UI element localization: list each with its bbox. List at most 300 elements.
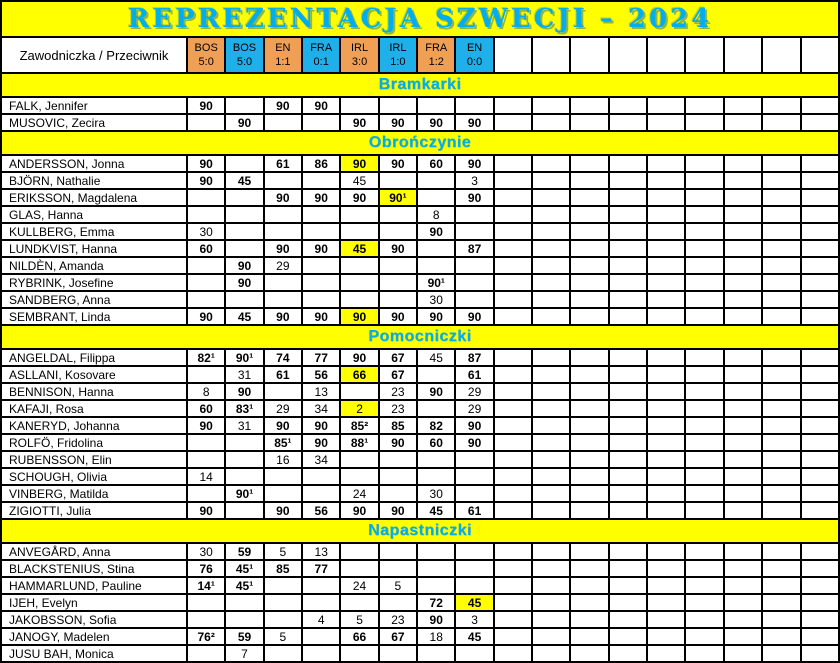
minutes-cell: 13 bbox=[302, 543, 340, 560]
player-name: JAKOBSSON, Sofia bbox=[1, 611, 187, 628]
empty-cell bbox=[302, 274, 340, 291]
empty-cell bbox=[455, 451, 493, 468]
empty-cell bbox=[379, 257, 417, 274]
minutes-cell: 90 bbox=[264, 189, 302, 206]
empty-cell bbox=[379, 172, 417, 189]
empty-cell bbox=[494, 97, 532, 114]
empty-cell bbox=[801, 560, 840, 577]
empty-cell bbox=[609, 485, 647, 502]
empty-cell bbox=[379, 206, 417, 223]
match-header-1-bos bbox=[187, 37, 225, 73]
empty-cell bbox=[570, 543, 608, 560]
empty-cell bbox=[801, 223, 840, 240]
minutes-cell: 90 bbox=[264, 502, 302, 519]
player-row bbox=[1, 349, 839, 366]
empty-cell bbox=[685, 114, 723, 131]
empty-cell bbox=[532, 468, 570, 485]
empty-cell bbox=[532, 434, 570, 451]
minutes-cell: 90 bbox=[302, 240, 340, 257]
empty-cell bbox=[302, 172, 340, 189]
empty-cell bbox=[609, 291, 647, 308]
minutes-cell: 5 bbox=[264, 628, 302, 645]
player-row bbox=[1, 451, 839, 468]
minutes-cell: 90 bbox=[455, 114, 493, 131]
empty-cell bbox=[801, 257, 840, 274]
empty-cell bbox=[647, 308, 685, 325]
empty-cell bbox=[647, 485, 685, 502]
minutes-cell: 82¹ bbox=[187, 349, 225, 366]
minutes-cell: 66 bbox=[340, 628, 378, 645]
minutes-cell: 86 bbox=[302, 155, 340, 172]
empty-cell bbox=[225, 611, 263, 628]
empty-cell bbox=[225, 594, 263, 611]
empty-cell bbox=[379, 468, 417, 485]
empty-cell bbox=[532, 308, 570, 325]
empty-cell bbox=[417, 240, 455, 257]
empty-cell bbox=[570, 577, 608, 594]
empty-header-cell bbox=[724, 37, 762, 73]
player-row bbox=[1, 485, 839, 502]
match-header-3-en bbox=[264, 37, 302, 73]
minutes-cell: 90¹ bbox=[379, 189, 417, 206]
minutes-cell: 5 bbox=[340, 611, 378, 628]
empty-cell bbox=[340, 451, 378, 468]
empty-cell bbox=[570, 611, 608, 628]
empty-cell bbox=[340, 383, 378, 400]
empty-cell bbox=[685, 308, 723, 325]
player-row bbox=[1, 502, 839, 519]
minutes-cell: 90 bbox=[455, 434, 493, 451]
player-row bbox=[1, 97, 839, 114]
minutes-cell: 77 bbox=[302, 560, 340, 577]
title-row bbox=[1, 1, 839, 37]
empty-cell bbox=[762, 434, 800, 451]
match-team-code: FRA bbox=[310, 41, 333, 54]
empty-cell bbox=[801, 594, 840, 611]
empty-cell bbox=[264, 274, 302, 291]
player-name: HAMMARLUND, Pauline bbox=[1, 577, 187, 594]
empty-cell bbox=[762, 628, 800, 645]
minutes-cell: 29 bbox=[455, 400, 493, 417]
empty-cell bbox=[801, 349, 840, 366]
empty-cell bbox=[532, 400, 570, 417]
empty-cell bbox=[494, 611, 532, 628]
empty-cell bbox=[379, 594, 417, 611]
empty-cell bbox=[801, 240, 840, 257]
empty-cell bbox=[724, 257, 762, 274]
empty-cell bbox=[801, 308, 840, 325]
empty-cell bbox=[225, 223, 263, 240]
player-name: JUSU BAH, Monica bbox=[1, 645, 187, 662]
empty-cell bbox=[187, 291, 225, 308]
empty-cell bbox=[494, 543, 532, 560]
empty-cell bbox=[340, 206, 378, 223]
empty-cell bbox=[379, 645, 417, 662]
empty-cell bbox=[532, 240, 570, 257]
empty-cell bbox=[417, 189, 455, 206]
player-name: BENNISON, Hanna bbox=[1, 383, 187, 400]
section-header-bramkarki: Bramkarki bbox=[1, 73, 839, 97]
player-name: ANGELDAL, Filippa bbox=[1, 349, 187, 366]
empty-cell bbox=[570, 594, 608, 611]
empty-cell bbox=[685, 645, 723, 662]
empty-cell bbox=[494, 172, 532, 189]
empty-cell bbox=[417, 97, 455, 114]
empty-header-cell bbox=[647, 37, 685, 73]
empty-cell bbox=[494, 349, 532, 366]
minutes-cell: 30 bbox=[187, 223, 225, 240]
empty-cell bbox=[302, 114, 340, 131]
empty-cell bbox=[647, 223, 685, 240]
minutes-cell: 90 bbox=[340, 308, 378, 325]
empty-cell bbox=[762, 383, 800, 400]
empty-cell bbox=[724, 308, 762, 325]
minutes-cell: 90 bbox=[225, 383, 263, 400]
minutes-cell: 45¹ bbox=[225, 560, 263, 577]
player-name: KAFAJI, Rosa bbox=[1, 400, 187, 417]
minutes-cell: 90 bbox=[264, 240, 302, 257]
minutes-cell: 90 bbox=[417, 223, 455, 240]
minutes-cell: 90 bbox=[264, 308, 302, 325]
empty-cell bbox=[494, 485, 532, 502]
empty-cell bbox=[264, 468, 302, 485]
empty-cell bbox=[609, 257, 647, 274]
empty-cell bbox=[724, 577, 762, 594]
match-team-code: EN bbox=[275, 41, 291, 54]
empty-cell bbox=[532, 97, 570, 114]
match-score: 3:0 bbox=[351, 56, 368, 68]
empty-cell bbox=[685, 291, 723, 308]
empty-cell bbox=[762, 417, 800, 434]
empty-cell bbox=[762, 349, 800, 366]
minutes-cell: 67 bbox=[379, 366, 417, 383]
empty-cell bbox=[570, 645, 608, 662]
empty-cell bbox=[647, 291, 685, 308]
empty-cell bbox=[532, 560, 570, 577]
empty-cell bbox=[570, 274, 608, 291]
empty-cell bbox=[570, 502, 608, 519]
minutes-cell: 23 bbox=[379, 383, 417, 400]
empty-cell bbox=[570, 223, 608, 240]
player-row bbox=[1, 628, 839, 645]
minutes-cell: 90 bbox=[379, 308, 417, 325]
empty-cell bbox=[685, 155, 723, 172]
empty-cell bbox=[187, 206, 225, 223]
empty-cell bbox=[532, 257, 570, 274]
minutes-cell: 30 bbox=[417, 291, 455, 308]
empty-cell bbox=[724, 206, 762, 223]
player-row bbox=[1, 594, 839, 611]
minutes-cell: 45 bbox=[340, 240, 378, 257]
match-header-8-en bbox=[455, 37, 493, 73]
minutes-cell: 76² bbox=[187, 628, 225, 645]
minutes-cell: 85 bbox=[264, 560, 302, 577]
empty-cell bbox=[494, 274, 532, 291]
minutes-cell: 87 bbox=[455, 349, 493, 366]
empty-cell bbox=[264, 223, 302, 240]
minutes-cell: 45 bbox=[417, 502, 455, 519]
player-row bbox=[1, 172, 839, 189]
match-score: 1:1 bbox=[275, 56, 291, 68]
empty-cell bbox=[724, 274, 762, 291]
empty-cell bbox=[532, 611, 570, 628]
empty-cell bbox=[685, 594, 723, 611]
empty-cell bbox=[494, 257, 532, 274]
empty-cell bbox=[494, 434, 532, 451]
empty-cell bbox=[724, 189, 762, 206]
empty-cell bbox=[570, 240, 608, 257]
empty-cell bbox=[455, 206, 493, 223]
empty-cell bbox=[264, 291, 302, 308]
empty-cell bbox=[685, 172, 723, 189]
match-score: 5:0 bbox=[198, 56, 214, 68]
minutes-cell: 90 bbox=[417, 114, 455, 131]
minutes-cell: 45 bbox=[225, 308, 263, 325]
empty-cell bbox=[532, 502, 570, 519]
player-name: KULLBERG, Emma bbox=[1, 223, 187, 240]
empty-cell bbox=[494, 468, 532, 485]
match-team-code: BOS bbox=[232, 41, 257, 54]
empty-cell bbox=[647, 628, 685, 645]
player-name: IJEH, Evelyn bbox=[1, 594, 187, 611]
player-row bbox=[1, 611, 839, 628]
empty-cell bbox=[532, 172, 570, 189]
empty-cell bbox=[570, 189, 608, 206]
empty-cell bbox=[801, 434, 840, 451]
empty-cell bbox=[570, 485, 608, 502]
minutes-cell: 90 bbox=[187, 172, 225, 189]
player-name: BJÖRN, Nathalie bbox=[1, 172, 187, 189]
minutes-cell: 14¹ bbox=[187, 577, 225, 594]
empty-cell bbox=[570, 417, 608, 434]
empty-cell bbox=[494, 114, 532, 131]
empty-cell bbox=[685, 451, 723, 468]
minutes-cell: 56 bbox=[302, 366, 340, 383]
minutes-cell: 67 bbox=[379, 628, 417, 645]
section-header-obronczynie: Obrończynie bbox=[1, 131, 839, 155]
empty-cell bbox=[801, 114, 840, 131]
empty-cell bbox=[532, 366, 570, 383]
empty-cell bbox=[685, 434, 723, 451]
empty-cell bbox=[455, 485, 493, 502]
minutes-cell: 85² bbox=[340, 417, 378, 434]
empty-cell bbox=[225, 434, 263, 451]
empty-cell bbox=[762, 468, 800, 485]
empty-cell bbox=[647, 645, 685, 662]
empty-cell bbox=[724, 240, 762, 257]
minutes-cell: 31 bbox=[225, 366, 263, 383]
player-row bbox=[1, 543, 839, 560]
empty-cell bbox=[647, 543, 685, 560]
minutes-cell: 90 bbox=[264, 97, 302, 114]
empty-cell bbox=[455, 560, 493, 577]
empty-cell bbox=[685, 502, 723, 519]
minutes-cell: 61 bbox=[455, 502, 493, 519]
empty-cell bbox=[609, 560, 647, 577]
empty-header-cell bbox=[685, 37, 723, 73]
empty-cell bbox=[762, 291, 800, 308]
minutes-cell: 29 bbox=[455, 383, 493, 400]
empty-cell bbox=[724, 172, 762, 189]
empty-cell bbox=[302, 594, 340, 611]
player-row bbox=[1, 417, 839, 434]
empty-cell bbox=[187, 611, 225, 628]
empty-cell bbox=[264, 577, 302, 594]
empty-cell bbox=[762, 543, 800, 560]
minutes-cell: 30 bbox=[417, 485, 455, 502]
empty-cell bbox=[379, 291, 417, 308]
empty-cell bbox=[494, 206, 532, 223]
empty-cell bbox=[379, 485, 417, 502]
empty-cell bbox=[340, 97, 378, 114]
minutes-cell: 90 bbox=[379, 240, 417, 257]
minutes-cell: 90 bbox=[187, 97, 225, 114]
empty-cell bbox=[494, 400, 532, 417]
empty-cell bbox=[647, 97, 685, 114]
empty-cell bbox=[225, 502, 263, 519]
empty-cell bbox=[340, 274, 378, 291]
player-row bbox=[1, 223, 839, 240]
empty-cell bbox=[570, 366, 608, 383]
player-name: RUBENSSON, Elin bbox=[1, 451, 187, 468]
empty-cell bbox=[762, 189, 800, 206]
empty-cell bbox=[302, 485, 340, 502]
empty-cell bbox=[340, 223, 378, 240]
empty-cell bbox=[455, 645, 493, 662]
minutes-cell: 85¹ bbox=[264, 434, 302, 451]
empty-cell bbox=[494, 189, 532, 206]
empty-cell bbox=[724, 485, 762, 502]
empty-cell bbox=[340, 257, 378, 274]
empty-cell bbox=[570, 114, 608, 131]
player-name: BLACKSTENIUS, Stina bbox=[1, 560, 187, 577]
empty-cell bbox=[225, 451, 263, 468]
empty-cell bbox=[801, 645, 840, 662]
empty-cell bbox=[532, 485, 570, 502]
empty-cell bbox=[532, 645, 570, 662]
empty-cell bbox=[225, 291, 263, 308]
empty-cell bbox=[264, 611, 302, 628]
player-row bbox=[1, 274, 839, 291]
minutes-cell: 90 bbox=[455, 189, 493, 206]
empty-cell bbox=[225, 189, 263, 206]
empty-cell bbox=[762, 257, 800, 274]
minutes-cell: 29 bbox=[264, 400, 302, 417]
minutes-cell: 8 bbox=[187, 383, 225, 400]
player-name: ASLLANI, Kosovare bbox=[1, 366, 187, 383]
empty-cell bbox=[455, 223, 493, 240]
empty-cell bbox=[302, 645, 340, 662]
empty-cell bbox=[724, 114, 762, 131]
minutes-cell: 30 bbox=[187, 543, 225, 560]
empty-header-cell bbox=[494, 37, 532, 73]
empty-cell bbox=[724, 291, 762, 308]
empty-cell bbox=[570, 434, 608, 451]
empty-cell bbox=[532, 274, 570, 291]
empty-cell bbox=[801, 543, 840, 560]
empty-cell bbox=[494, 645, 532, 662]
empty-cell bbox=[609, 451, 647, 468]
empty-cell bbox=[494, 560, 532, 577]
minutes-cell: 13 bbox=[302, 383, 340, 400]
empty-cell bbox=[302, 291, 340, 308]
empty-cell bbox=[801, 628, 840, 645]
empty-cell bbox=[609, 383, 647, 400]
empty-cell bbox=[801, 451, 840, 468]
minutes-cell: 2 bbox=[340, 400, 378, 417]
empty-cell bbox=[570, 383, 608, 400]
empty-cell bbox=[302, 468, 340, 485]
empty-cell bbox=[417, 577, 455, 594]
empty-cell bbox=[724, 417, 762, 434]
match-header-7-fra bbox=[417, 37, 455, 73]
empty-cell bbox=[762, 577, 800, 594]
minutes-cell: 59 bbox=[225, 543, 263, 560]
empty-header-cell bbox=[762, 37, 800, 73]
empty-cell bbox=[225, 468, 263, 485]
empty-cell bbox=[302, 628, 340, 645]
empty-cell bbox=[801, 577, 840, 594]
minutes-cell: 76 bbox=[187, 560, 225, 577]
minutes-cell: 45 bbox=[225, 172, 263, 189]
player-row bbox=[1, 577, 839, 594]
empty-cell bbox=[724, 645, 762, 662]
empty-cell bbox=[455, 543, 493, 560]
empty-cell bbox=[609, 189, 647, 206]
empty-cell bbox=[724, 366, 762, 383]
player-name: SCHOUGH, Olivia bbox=[1, 468, 187, 485]
empty-cell bbox=[340, 291, 378, 308]
empty-cell bbox=[762, 155, 800, 172]
minutes-cell: 23 bbox=[379, 611, 417, 628]
empty-cell bbox=[762, 611, 800, 628]
empty-cell bbox=[685, 206, 723, 223]
empty-cell bbox=[417, 645, 455, 662]
minutes-cell: 90 bbox=[340, 155, 378, 172]
minutes-cell: 90 bbox=[455, 308, 493, 325]
minutes-cell: 74 bbox=[264, 349, 302, 366]
minutes-cell: 77 bbox=[302, 349, 340, 366]
player-name: SANDBERG, Anna bbox=[1, 291, 187, 308]
minutes-cell: 90 bbox=[187, 308, 225, 325]
empty-cell bbox=[494, 628, 532, 645]
minutes-cell: 90 bbox=[340, 349, 378, 366]
empty-cell bbox=[647, 206, 685, 223]
player-name: LUNDKVIST, Hanna bbox=[1, 240, 187, 257]
player-column-header: Zawodniczka / Przeciwnik bbox=[1, 37, 187, 73]
empty-cell bbox=[762, 594, 800, 611]
minutes-cell: 34 bbox=[302, 451, 340, 468]
minutes-cell: 31 bbox=[225, 417, 263, 434]
empty-cell bbox=[609, 223, 647, 240]
empty-cell bbox=[609, 502, 647, 519]
player-row bbox=[1, 291, 839, 308]
empty-cell bbox=[609, 645, 647, 662]
empty-cell bbox=[762, 223, 800, 240]
minutes-cell: 90 bbox=[302, 434, 340, 451]
empty-cell bbox=[685, 257, 723, 274]
empty-cell bbox=[724, 349, 762, 366]
player-name: ERIKSSON, Magdalena bbox=[1, 189, 187, 206]
empty-cell bbox=[225, 240, 263, 257]
empty-cell bbox=[647, 383, 685, 400]
player-row bbox=[1, 308, 839, 325]
empty-cell bbox=[609, 274, 647, 291]
minutes-cell: 90 bbox=[417, 383, 455, 400]
empty-cell bbox=[762, 308, 800, 325]
empty-cell bbox=[225, 97, 263, 114]
empty-cell bbox=[340, 594, 378, 611]
